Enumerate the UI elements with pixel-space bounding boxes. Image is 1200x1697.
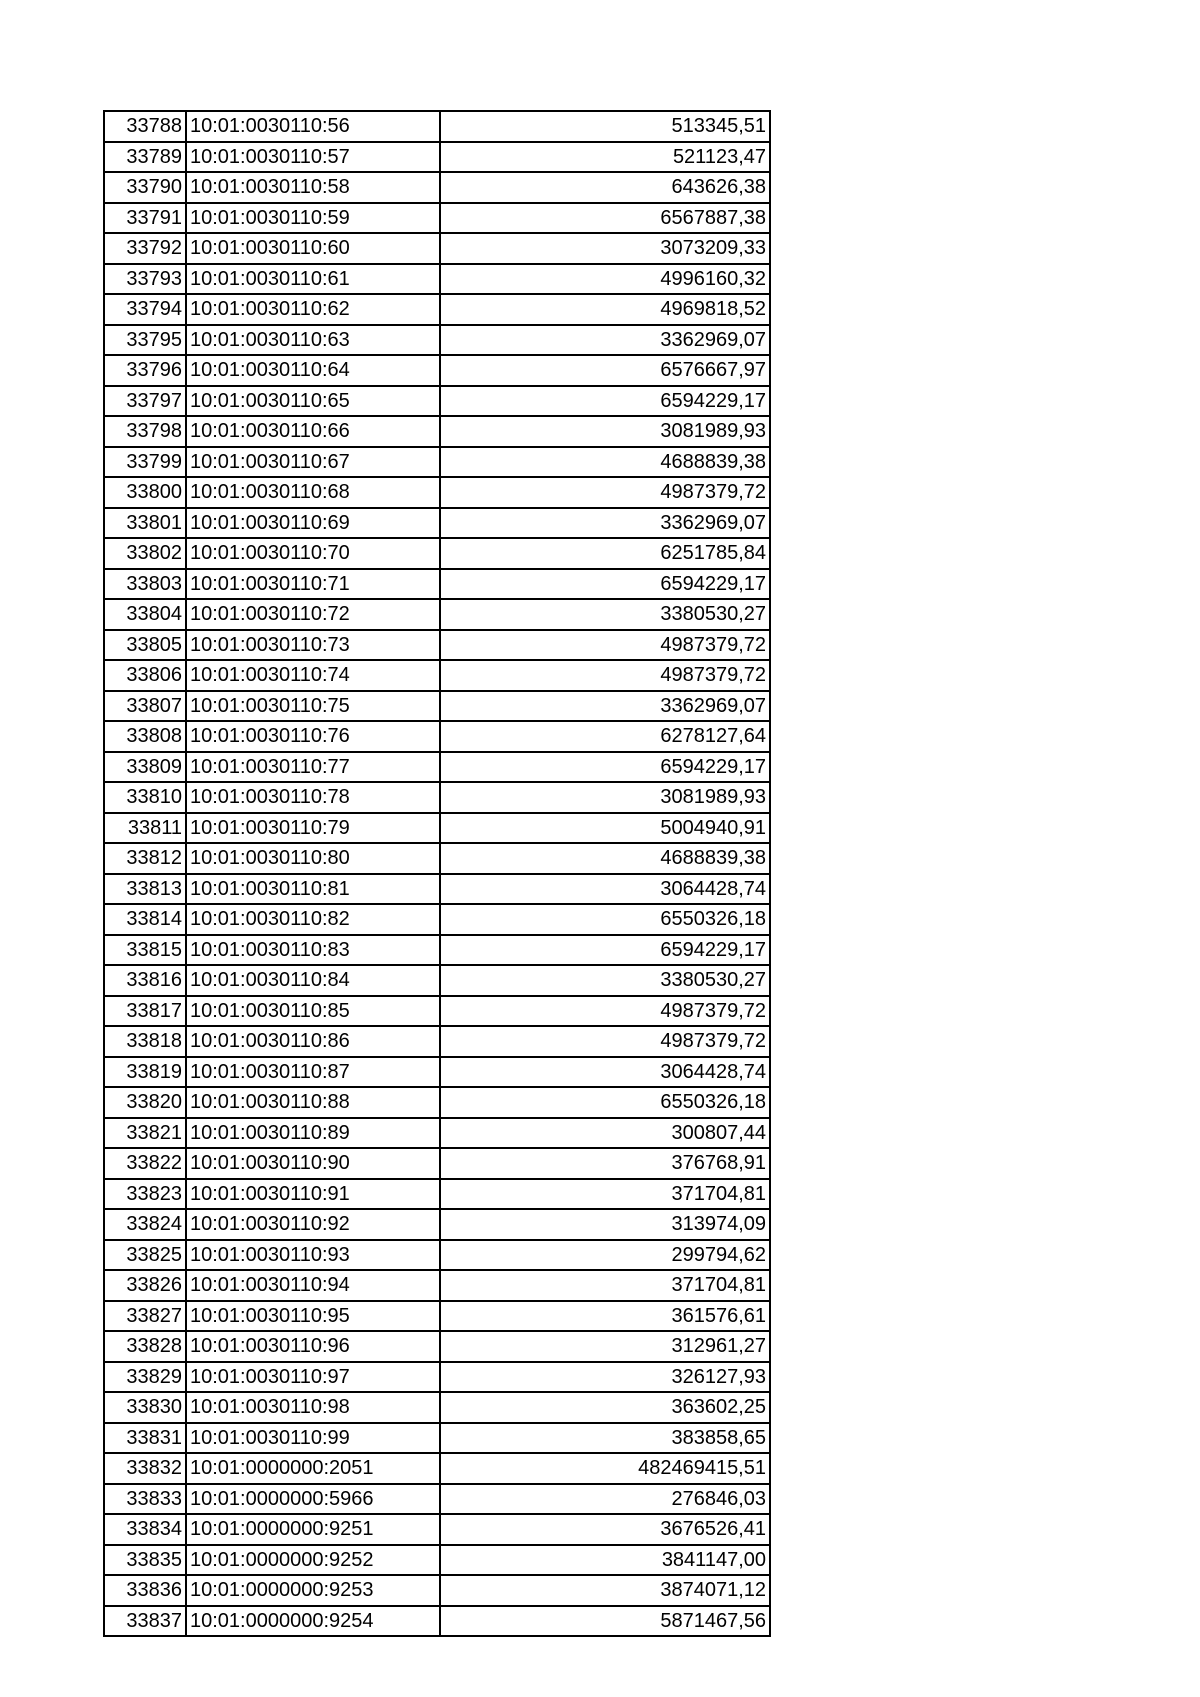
cadastral-number-cell: 10:01:0030110:62 [186,294,440,325]
row-index-cell: 33792 [104,233,186,264]
value-cell: 3081989,93 [440,782,770,813]
cadastral-number-cell: 10:01:0030110:93 [186,1240,440,1271]
row-index-cell: 33837 [104,1606,186,1637]
cadastral-number-cell: 10:01:0030110:90 [186,1148,440,1179]
value-cell: 6567887,38 [440,203,770,234]
row-index-cell: 33817 [104,996,186,1027]
cadastral-number-cell: 10:01:0000000:5966 [186,1484,440,1515]
cadastral-number-cell: 10:01:0030110:67 [186,447,440,478]
value-cell: 326127,93 [440,1362,770,1393]
value-cell: 313974,09 [440,1209,770,1240]
table-row [104,1392,770,1423]
row-index-cell: 33815 [104,935,186,966]
value-cell: 371704,81 [440,1179,770,1210]
value-cell: 4688839,38 [440,843,770,874]
row-index-cell: 33826 [104,1270,186,1301]
row-index-cell: 33796 [104,355,186,386]
table-row [104,996,770,1027]
table-row [104,233,770,264]
row-index-cell: 33836 [104,1575,186,1606]
table-row [104,630,770,661]
table-row [104,447,770,478]
table-body [104,111,770,1636]
cadastral-number-cell: 10:01:0030110:66 [186,416,440,447]
cadastral-number-cell: 10:01:0030110:61 [186,264,440,295]
cadastral-number-cell: 10:01:0030110:92 [186,1209,440,1240]
row-index-cell: 33825 [104,1240,186,1271]
table-row [104,569,770,600]
cadastral-number-cell: 10:01:0030110:69 [186,508,440,539]
value-cell: 371704,81 [440,1270,770,1301]
cadastral-number-cell: 10:01:0030110:91 [186,1179,440,1210]
table-row [104,1423,770,1454]
cadastral-number-cell: 10:01:0000000:9252 [186,1545,440,1576]
cadastral-number-cell: 10:01:0000000:9251 [186,1514,440,1545]
table-row [104,1362,770,1393]
value-cell: 4987379,72 [440,996,770,1027]
value-cell: 3841147,00 [440,1545,770,1576]
row-index-cell: 33821 [104,1118,186,1149]
table-row [104,691,770,722]
value-cell: 482469415,51 [440,1453,770,1484]
cadastral-number-cell: 10:01:0030110:71 [186,569,440,600]
value-cell: 361576,61 [440,1301,770,1332]
row-index-cell: 33807 [104,691,186,722]
value-cell: 5004940,91 [440,813,770,844]
row-index-cell: 33831 [104,1423,186,1454]
table-row [104,477,770,508]
row-index-cell: 33829 [104,1362,186,1393]
cadastral-number-cell: 10:01:0030110:95 [186,1301,440,1332]
cadastral-number-cell: 10:01:0030110:77 [186,752,440,783]
table-row [104,325,770,356]
table-row [104,904,770,935]
cadastral-number-cell: 10:01:0030110:57 [186,142,440,173]
cadastral-number-cell: 10:01:0030110:72 [186,599,440,630]
table-row [104,1026,770,1057]
row-index-cell: 33802 [104,538,186,569]
row-index-cell: 33835 [104,1545,186,1576]
cadastral-number-cell: 10:01:0030110:60 [186,233,440,264]
row-index-cell: 33799 [104,447,186,478]
cadastral-number-cell: 10:01:0030110:63 [186,325,440,356]
table-row [104,1057,770,1088]
value-cell: 513345,51 [440,111,770,142]
cadastral-number-cell: 10:01:0000000:2051 [186,1453,440,1484]
value-cell: 3380530,27 [440,599,770,630]
value-cell: 6576667,97 [440,355,770,386]
table-row [104,965,770,996]
table-row [104,1545,770,1576]
value-cell: 3362969,07 [440,691,770,722]
table-row [104,599,770,630]
cadastral-number-cell: 10:01:0030110:80 [186,843,440,874]
row-index-cell: 33819 [104,1057,186,1088]
table-row [104,782,770,813]
row-index-cell: 33801 [104,508,186,539]
table-row [104,264,770,295]
value-cell: 299794,62 [440,1240,770,1271]
value-cell: 5871467,56 [440,1606,770,1637]
row-index-cell: 33813 [104,874,186,905]
table-row [104,111,770,142]
cadastral-number-cell: 10:01:0030110:56 [186,111,440,142]
cadastral-number-cell: 10:01:0030110:64 [186,355,440,386]
value-cell: 4688839,38 [440,447,770,478]
row-index-cell: 33823 [104,1179,186,1210]
cadastral-number-cell: 10:01:0030110:85 [186,996,440,1027]
value-cell: 300807,44 [440,1118,770,1149]
cadastral-number-cell: 10:01:0030110:84 [186,965,440,996]
value-cell: 6550326,18 [440,1087,770,1118]
data-table [103,110,771,1637]
row-index-cell: 33791 [104,203,186,234]
row-index-cell: 33810 [104,782,186,813]
row-index-cell: 33818 [104,1026,186,1057]
value-cell: 6594229,17 [440,386,770,417]
row-index-cell: 33811 [104,813,186,844]
row-index-cell: 33797 [104,386,186,417]
value-cell: 383858,65 [440,1423,770,1454]
value-cell: 3073209,33 [440,233,770,264]
row-index-cell: 33805 [104,630,186,661]
value-cell: 4987379,72 [440,660,770,691]
value-cell: 3081989,93 [440,416,770,447]
cadastral-number-cell: 10:01:0030110:68 [186,477,440,508]
row-index-cell: 33800 [104,477,186,508]
table-row [104,416,770,447]
cadastral-number-cell: 10:01:0030110:87 [186,1057,440,1088]
cadastral-number-cell: 10:01:0030110:81 [186,874,440,905]
value-cell: 6278127,64 [440,721,770,752]
value-cell: 3676526,41 [440,1514,770,1545]
table-row [104,294,770,325]
row-index-cell: 33822 [104,1148,186,1179]
value-cell: 3380530,27 [440,965,770,996]
value-cell: 521123,47 [440,142,770,173]
value-cell: 3874071,12 [440,1575,770,1606]
value-cell: 6594229,17 [440,935,770,966]
value-cell: 4987379,72 [440,477,770,508]
table-row [104,1087,770,1118]
table-row [104,721,770,752]
row-index-cell: 33809 [104,752,186,783]
value-cell: 4969818,52 [440,294,770,325]
cadastral-number-cell: 10:01:0030110:94 [186,1270,440,1301]
row-index-cell: 33820 [104,1087,186,1118]
cadastral-number-cell: 10:01:0030110:65 [186,386,440,417]
value-cell: 312961,27 [440,1331,770,1362]
row-index-cell: 33833 [104,1484,186,1515]
table-row [104,935,770,966]
cadastral-number-cell: 10:01:0030110:73 [186,630,440,661]
cadastral-number-cell: 10:01:0030110:70 [186,538,440,569]
table-row [104,752,770,783]
row-index-cell: 33790 [104,172,186,203]
row-index-cell: 33798 [104,416,186,447]
cadastral-number-cell: 10:01:0030110:82 [186,904,440,935]
value-cell: 276846,03 [440,1484,770,1515]
value-cell: 376768,91 [440,1148,770,1179]
row-index-cell: 33816 [104,965,186,996]
value-cell: 6594229,17 [440,752,770,783]
table-row [104,1148,770,1179]
table-row [104,1514,770,1545]
row-index-cell: 33789 [104,142,186,173]
table-row [104,1606,770,1637]
row-index-cell: 33814 [104,904,186,935]
table-row [104,172,770,203]
row-index-cell: 33808 [104,721,186,752]
value-cell: 3362969,07 [440,325,770,356]
value-cell: 3362969,07 [440,508,770,539]
table-row [104,1575,770,1606]
row-index-cell: 33795 [104,325,186,356]
table-row [104,508,770,539]
cadastral-number-cell: 10:01:0030110:74 [186,660,440,691]
value-cell: 6251785,84 [440,538,770,569]
cadastral-number-cell: 10:01:0030110:75 [186,691,440,722]
cadastral-number-cell: 10:01:0030110:83 [186,935,440,966]
cadastral-number-cell: 10:01:0030110:98 [186,1392,440,1423]
cadastral-number-cell: 10:01:0000000:9253 [186,1575,440,1606]
row-index-cell: 33803 [104,569,186,600]
cadastral-number-cell: 10:01:0030110:58 [186,172,440,203]
row-index-cell: 33788 [104,111,186,142]
value-cell: 6594229,17 [440,569,770,600]
table-row [104,1179,770,1210]
row-index-cell: 33793 [104,264,186,295]
cadastral-number-cell: 10:01:0000000:9254 [186,1606,440,1637]
table-row [104,843,770,874]
cadastral-number-cell: 10:01:0030110:97 [186,1362,440,1393]
row-index-cell: 33794 [104,294,186,325]
cadastral-number-cell: 10:01:0030110:89 [186,1118,440,1149]
value-cell: 643626,38 [440,172,770,203]
table-row [104,1484,770,1515]
cadastral-number-cell: 10:01:0030110:99 [186,1423,440,1454]
cadastral-number-cell: 10:01:0030110:78 [186,782,440,813]
row-index-cell: 33804 [104,599,186,630]
row-index-cell: 33828 [104,1331,186,1362]
row-index-cell: 33827 [104,1301,186,1332]
table-row [104,1301,770,1332]
row-index-cell: 33806 [104,660,186,691]
table-row [104,1453,770,1484]
table-row [104,1270,770,1301]
row-index-cell: 33830 [104,1392,186,1423]
table-row [104,874,770,905]
table-row [104,142,770,173]
value-cell: 3064428,74 [440,1057,770,1088]
row-index-cell: 33812 [104,843,186,874]
table-row [104,386,770,417]
value-cell: 4996160,32 [440,264,770,295]
value-cell: 4987379,72 [440,1026,770,1057]
cadastral-number-cell: 10:01:0030110:79 [186,813,440,844]
row-index-cell: 33832 [104,1453,186,1484]
cadastral-number-cell: 10:01:0030110:88 [186,1087,440,1118]
table-row [104,1240,770,1271]
table-row [104,1209,770,1240]
cadastral-number-cell: 10:01:0030110:59 [186,203,440,234]
value-cell: 4987379,72 [440,630,770,661]
row-index-cell: 33824 [104,1209,186,1240]
table-row [104,355,770,386]
table-row [104,1331,770,1362]
value-cell: 363602,25 [440,1392,770,1423]
value-cell: 3064428,74 [440,874,770,905]
row-index-cell: 33834 [104,1514,186,1545]
table-row [104,538,770,569]
table-row [104,813,770,844]
table-row [104,203,770,234]
value-cell: 6550326,18 [440,904,770,935]
table-row [104,1118,770,1149]
cadastral-number-cell: 10:01:0030110:96 [186,1331,440,1362]
table-row [104,660,770,691]
cadastral-number-cell: 10:01:0030110:76 [186,721,440,752]
cadastral-number-cell: 10:01:0030110:86 [186,1026,440,1057]
